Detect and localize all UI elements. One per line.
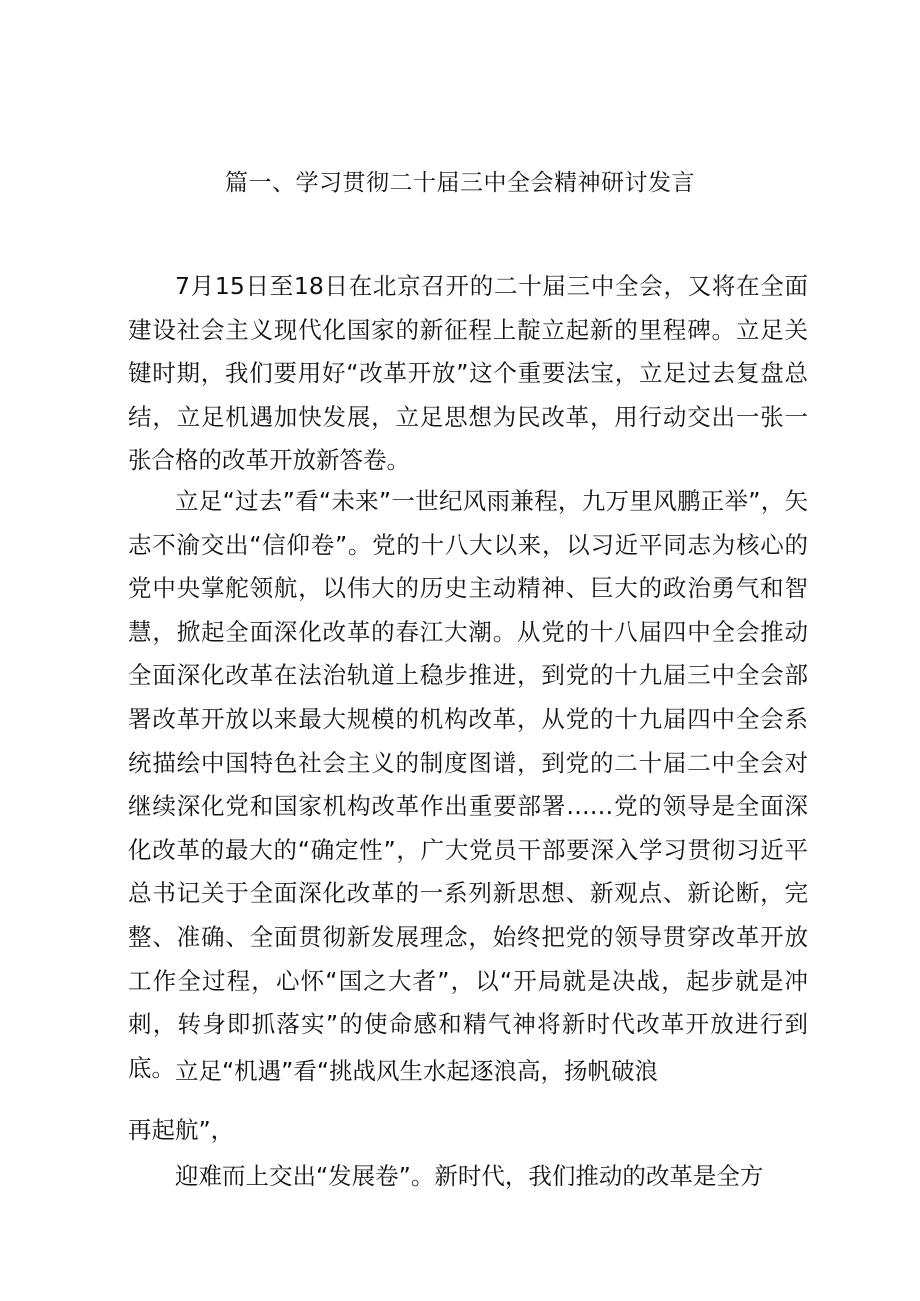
paragraph-1-block: [128, 265, 808, 483]
paragraph-2: 立足“过去”看“未来”一世纪风雨兼程，九万里风鹏正举”，矢志不渝交出“信仰卷”。党的十八大以来，以习近平同志为核心的党中央掌舵领航，以伟大的历史主动精神、巨大的政治勇气和智慧，掀起全面深化改革的春江大潮。从党的十八届四中全会推动全面深化改革在法治轨道上稳步推进，到党的十九届三中全会部署改革开放以来最大规模的机构改革，从党的十九届四中全会系统描绘中国特色社会主义的制度图谱，到党的二十届二中全会对继续深化党和国家机构改革作出重要部署……党的领导是全面深化改革的最大的“确定性”，广大党员干部要深入学习贯彻习近平总书记关于全面深化改革的一系列新思想、新观点、新论断，完整、准确、全面贯彻新发展理念，始终把党的领导贯穿改革开放工作全过程，心怀“国之大者”，以“开局就是决战，起步就是冲刺，转身即抓落实”的使命感和精气神将新时代改革开放进行到底。: [128, 487, 808, 1082]
section-heading-continued: 再起航”，: [128, 1116, 235, 1144]
paragraph-3-start: 迎难而上交出“发展卷”。新时代，我们推动的改革是全方: [175, 1162, 764, 1190]
section-heading-line: 立足“机遇”看“挑战风生水起逐浪高，扬帆破浪: [175, 1057, 659, 1085]
paragraph-1: 7月15日至18日在北京召开的二十届三中全会，又将在全面建设社会主义现代化国家的新征程上靛立起新的里程碑。立足关键时期，我们要用好“改革开放”这个重要法宝，立足过去复盘总结，立足机遇加快发展，立足思想为民改革，用行动交出一张一张合格的改革开放新答卷。: [128, 272, 808, 475]
paragraph-2-block: [128, 480, 808, 1090]
document-title: 篇一、学习贯彻二十届三中全会精神研讨发言: [225, 170, 695, 196]
